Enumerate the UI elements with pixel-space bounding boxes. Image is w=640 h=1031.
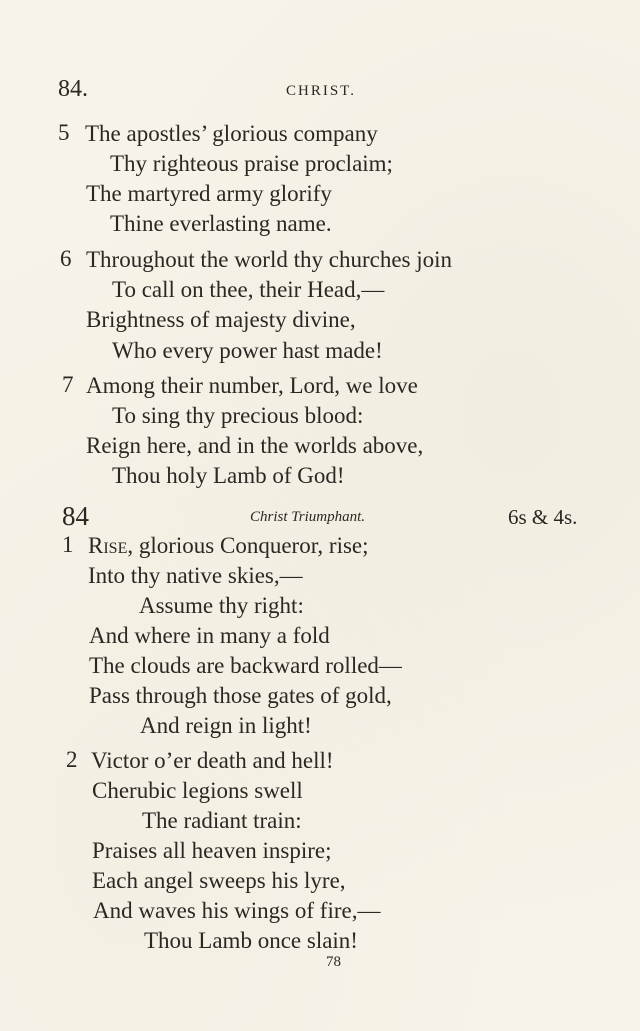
verse-line: To sing thy precious blood:	[112, 403, 364, 428]
verse-line: To call on thee, their Head,—	[112, 277, 385, 302]
verse-line: Thine everlasting name.	[110, 211, 332, 236]
verse-line: The radiant train:	[142, 808, 302, 833]
verse-line: Among their number, Lord, we love	[86, 373, 418, 398]
verse-line: Praises all heaven inspire;	[92, 838, 332, 863]
verse-line: Thou Lamb once slain!	[144, 928, 358, 953]
verse-line-first	[88, 531, 369, 561]
verse-line: Victor o’er death and hell!	[91, 748, 334, 773]
verse-line: Thy righteous praise proclaim;	[110, 151, 393, 176]
verse-line: And where in many a fold	[89, 623, 330, 648]
verse-line: The apostles’ glorious company	[85, 121, 378, 146]
verse-line: And reign in light!	[140, 713, 312, 738]
verse-line: Pass through those gates of gold,	[89, 683, 392, 708]
stanza-number: 7	[62, 372, 74, 397]
running-head: CHRIST.	[286, 83, 356, 99]
hymn-meter: 6s & 4s.	[508, 505, 578, 529]
stanza-number: 5	[58, 120, 70, 145]
verse-line: Assume thy right:	[139, 593, 304, 618]
verse-line: And waves his wings of fire,—	[93, 898, 381, 923]
verse-line: Brightness of majesty divine,	[86, 307, 356, 332]
footer-page-number: 78	[326, 954, 341, 970]
verse-line: Cherubic legions swell	[92, 778, 303, 803]
hymn-number: 84	[62, 501, 89, 531]
verse-line: Throughout the world thy churches join	[86, 247, 453, 272]
verse-line: Thou holy Lamb of God!	[112, 463, 345, 488]
verse-line: The martyred army glorify	[86, 181, 332, 206]
first-line-rest: glorious Conqueror, rise;	[133, 533, 369, 558]
verse-line: Reign here, and in the worlds above,	[86, 433, 424, 458]
initial-word: Rise,	[88, 533, 134, 558]
verse-line: The clouds are backward rolled—	[89, 653, 402, 678]
verse-line: Each angel sweeps his lyre,	[92, 868, 346, 893]
hymn-title: Christ Triumphant.	[250, 509, 366, 525]
stanza-number: 2	[66, 747, 78, 772]
page-number: 84.	[58, 76, 88, 102]
verse-line: Into thy native skies,—	[88, 563, 303, 588]
stanza-number: 1	[62, 532, 74, 557]
stanza-number: 6	[60, 246, 72, 271]
verse-line: Who every power hast made!	[112, 338, 383, 363]
